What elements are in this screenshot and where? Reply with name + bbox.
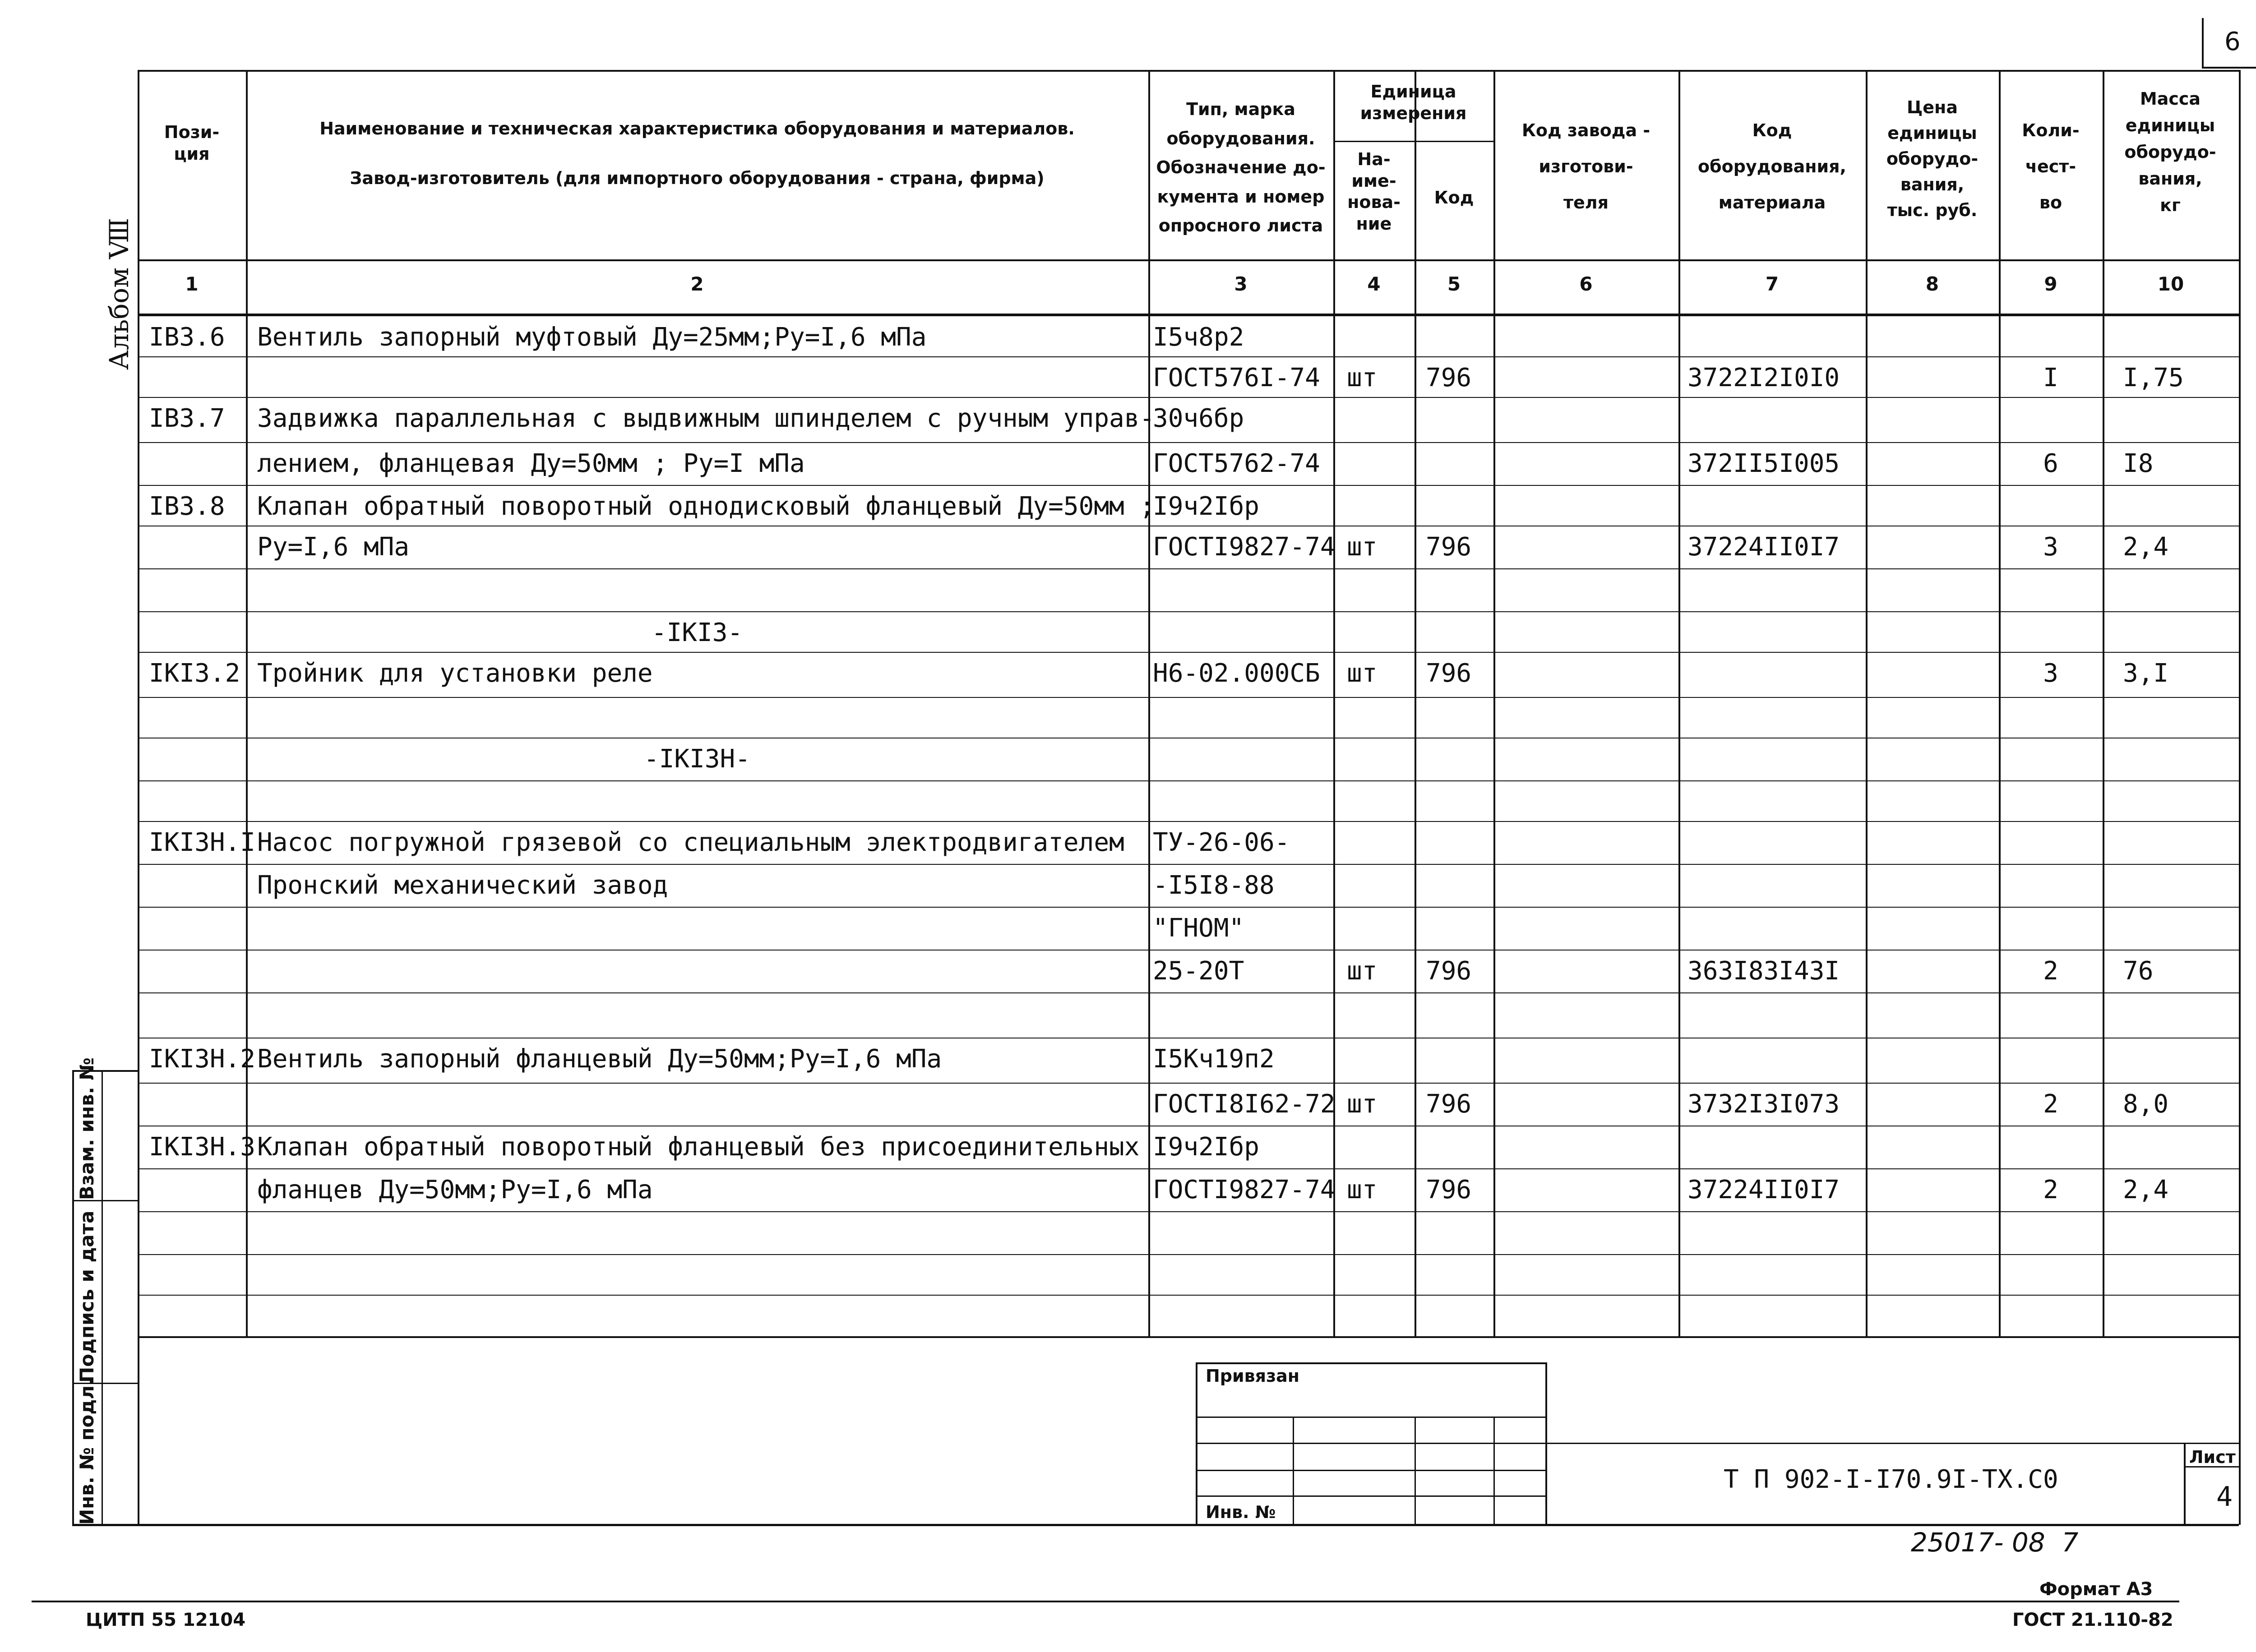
row-equipment-code: 372II5I005 (1687, 449, 1840, 478)
header-plant-code: Код завода - изготови- теля (1521, 120, 1650, 212)
table-rule (138, 697, 2239, 698)
row-unit-code: 796 (1426, 659, 1472, 688)
row-equipment-code: 3732I3I073 (1687, 1089, 1840, 1119)
row-type: ГОСТ576I-74 (1153, 363, 1320, 392)
table-rule (1545, 1443, 2239, 1444)
row-type: ГОСТ5762-74 (1153, 449, 1320, 478)
header-manufacturer: Завод-изготовитель (для импортного оборудования - страна, фирма) (350, 168, 1045, 188)
row-quantity: 3 (2043, 532, 2058, 562)
row-name: Тройник для установки реле (257, 659, 653, 688)
row-position: IB3.8 (149, 492, 225, 521)
row-type: ГОСТI9827-74 (1153, 532, 1336, 562)
table-rule (138, 485, 2239, 486)
column-number: 2 (690, 273, 704, 295)
table-rule (138, 1295, 2239, 1296)
row-type: 25-20Т (1153, 956, 1244, 986)
table-rule (1333, 141, 1493, 142)
row-name: Клапан обратный поворотный фланцевый без присоединительных (257, 1132, 1140, 1162)
side-label-signature: Подпись и дата (76, 1210, 98, 1383)
column-number: 7 (1765, 273, 1779, 295)
row-type: "ГНОМ" (1153, 914, 1244, 943)
table-rule (138, 1168, 2239, 1169)
row-name: Пронский механический завод (257, 871, 668, 900)
table-rule (72, 1524, 2239, 1526)
table-rule (138, 259, 2239, 261)
table-rule (138, 652, 2239, 653)
table-rule (2239, 70, 2241, 1525)
header-type: Тип, марка оборудования. Обозначение до- кумента и номер опросного листа (1156, 99, 1326, 236)
row-type: ТУ-26-06- (1153, 828, 1290, 857)
row-name: Вентиль запорный фланцевый Ду=50мм;Ру=I,6 мПа (257, 1044, 942, 1074)
row-unit: шт (1347, 956, 1378, 986)
row-quantity: 2 (2043, 956, 2058, 986)
row-unit-code: 796 (1426, 1089, 1472, 1119)
row-name: Клапан обратный поворотный однодисковый фланцевый Ду=50мм ; (257, 492, 1155, 521)
row-unit: шт (1347, 1089, 1378, 1119)
table-rule (138, 397, 2239, 398)
stamp-inv-no: Инв. № (1206, 1502, 1276, 1522)
row-unit-code: 796 (1426, 1175, 1472, 1204)
row-name: Задвижка параллельная с выдвижным шпинделем с ручным управ- (257, 404, 1155, 433)
gost-label: ГОСТ 21.110-82 (2012, 1610, 2173, 1630)
table-rule (138, 780, 2239, 781)
row-position: IKI3.2 (149, 659, 240, 688)
row-unit-code: 796 (1426, 532, 1472, 562)
header-unit-name: На- име- нова- ние (1347, 149, 1401, 234)
header-name: Наименование и техническая характеристика оборудования и материалов. (319, 119, 1075, 138)
table-rule (138, 356, 2239, 357)
table-rule (1678, 70, 1680, 1336)
row-unit: шт (1347, 1175, 1378, 1204)
table-rule (1333, 70, 1335, 1336)
album-label: Альбом Ⅷ (104, 217, 134, 370)
row-equipment-code: 37224II0I7 (1687, 532, 1840, 562)
table-rule (138, 950, 2239, 951)
side-label-inv: Инв. № подл. (76, 1378, 98, 1525)
row-type: ГОСТI9827-74 (1153, 1175, 1336, 1204)
format-label: Формат А3 (2039, 1579, 2153, 1600)
row-type: I5Кч19п2 (1153, 1044, 1275, 1074)
row-type: Н6-02.000СБ (1153, 659, 1320, 688)
group-heading: -IKI3- (651, 618, 743, 647)
row-mass: 2,4 (2123, 532, 2169, 562)
table-rule (1999, 70, 2001, 1336)
row-unit: шт (1347, 532, 1378, 562)
table-rule (72, 1200, 138, 1201)
table-rule (1866, 70, 1868, 1336)
table-rule (2103, 70, 2104, 1336)
row-name: Вентиль запорный муфтовый Ду=25мм;Ру=I,6 мПа (257, 323, 927, 352)
column-number: 8 (1925, 273, 1939, 295)
row-type: I9ч2Iбр (1153, 1132, 1260, 1162)
table-rule (138, 992, 2239, 993)
table-rule (1415, 1417, 1416, 1525)
row-quantity: 6 (2043, 449, 2058, 478)
table-rule (138, 864, 2239, 865)
stamp-privyazan: Привязан (1206, 1366, 1300, 1386)
table-rule (138, 821, 2239, 822)
table-rule (1196, 1443, 1545, 1444)
row-quantity: 2 (2043, 1175, 2058, 1204)
row-name: Насос погружной грязевой со специальным электродвигателем (257, 828, 1124, 857)
header-qty: Коли- чест- во (2022, 120, 2080, 212)
row-unit: шт (1347, 363, 1378, 392)
row-name: фланцев Ду=50мм;Ру=I,6 мПа (257, 1175, 653, 1204)
table-rule (138, 70, 2239, 72)
row-quantity: I (2043, 363, 2058, 392)
table-rule (2184, 1443, 2186, 1524)
row-equipment-code: 363I83I43I (1687, 956, 1840, 986)
row-mass: 8,0 (2123, 1089, 2169, 1119)
header-position: Пози- ция (164, 122, 220, 164)
table-rule (138, 611, 2239, 612)
row-type: I5ч8р2 (1153, 323, 1244, 352)
table-rule (138, 1083, 2239, 1084)
row-quantity: 2 (2043, 1089, 2058, 1119)
table-rule (1493, 70, 1495, 1336)
row-equipment-code: 3722I2I0I0 (1687, 363, 1840, 392)
table-rule (72, 1070, 74, 1526)
row-type: I9ч2Iбр (1153, 492, 1260, 521)
row-type: ГОСТI8I62-72 (1153, 1089, 1336, 1119)
table-rule (138, 907, 2239, 908)
table-rule (138, 568, 2239, 569)
row-unit-code: 796 (1426, 956, 1472, 986)
side-label-replace: Взам. инв. № (76, 1057, 98, 1200)
table-rule (1196, 1417, 1545, 1418)
column-number: 5 (1447, 273, 1461, 295)
handwritten-number: 25017- 08 7 (1911, 1527, 2079, 1558)
table-rule (138, 1254, 2239, 1255)
row-type: 30ч6бр (1153, 404, 1244, 433)
row-position: IKI3H.3 (149, 1132, 256, 1162)
column-number: 3 (1234, 273, 1248, 295)
group-heading: -IKI3H- (643, 744, 750, 774)
table-rule (1493, 1417, 1495, 1525)
table-rule (138, 1211, 2239, 1212)
table-rule (1148, 70, 1150, 1336)
table-rule (138, 314, 2239, 316)
stamp-list-label: Лист (2189, 1447, 2236, 1467)
header-equip-code: Код оборудования, материала (1698, 120, 1846, 212)
column-number: 4 (1367, 273, 1381, 295)
column-number: 1 (185, 273, 199, 295)
table-rule (138, 1336, 2239, 1338)
row-mass: 76 (2123, 956, 2154, 986)
table-rule (138, 442, 2239, 443)
row-mass: 3,I (2123, 659, 2169, 688)
row-mass: I8 (2123, 449, 2154, 478)
sheet-number: 6 (2224, 27, 2241, 56)
row-equipment-code: 37224II0I7 (1687, 1175, 1840, 1204)
citp-label: ЦИТП 55 12104 (86, 1610, 246, 1630)
table-rule (102, 1070, 103, 1526)
header-unit-code: Код (1434, 188, 1474, 208)
row-position: IKI3H.I (149, 828, 256, 857)
row-type: -I5I8-88 (1153, 871, 1275, 900)
row-position: IB3.7 (149, 404, 225, 433)
stamp-list-number: 4 (2216, 1481, 2233, 1513)
table-rule (1196, 1362, 1545, 1364)
table-rule (1293, 1417, 1294, 1525)
column-number: 6 (1579, 273, 1593, 295)
table-rule (1415, 70, 1416, 1336)
row-position: IKI3H.2 (149, 1044, 256, 1074)
table-rule (1196, 1470, 1545, 1471)
table-rule (1196, 1495, 1545, 1497)
row-name: лением, фланцевая Ду=50мм ; Ру=I мПа (257, 449, 805, 478)
row-mass: I,75 (2123, 363, 2184, 392)
row-position: IB3.6 (149, 323, 225, 352)
row-name: Ру=I,6 мПа (257, 532, 410, 562)
row-mass: 2,4 (2123, 1175, 2169, 1204)
header-price: Цена единицы оборудо- вания, тыс. руб. (1886, 97, 1979, 220)
column-number: 10 (2157, 273, 2184, 295)
header-mass: Масса единицы оборудо- вания, кг (2124, 89, 2216, 215)
row-quantity: 3 (2043, 659, 2058, 688)
header-unit-group: Единица измерения (1360, 82, 1467, 123)
row-unit: шт (1347, 659, 1378, 688)
column-number: 9 (2044, 273, 2057, 295)
stamp-doc-code: Т П 902-I-I70.9I-ТХ.С0 (1724, 1465, 2058, 1494)
row-unit-code: 796 (1426, 363, 1472, 392)
